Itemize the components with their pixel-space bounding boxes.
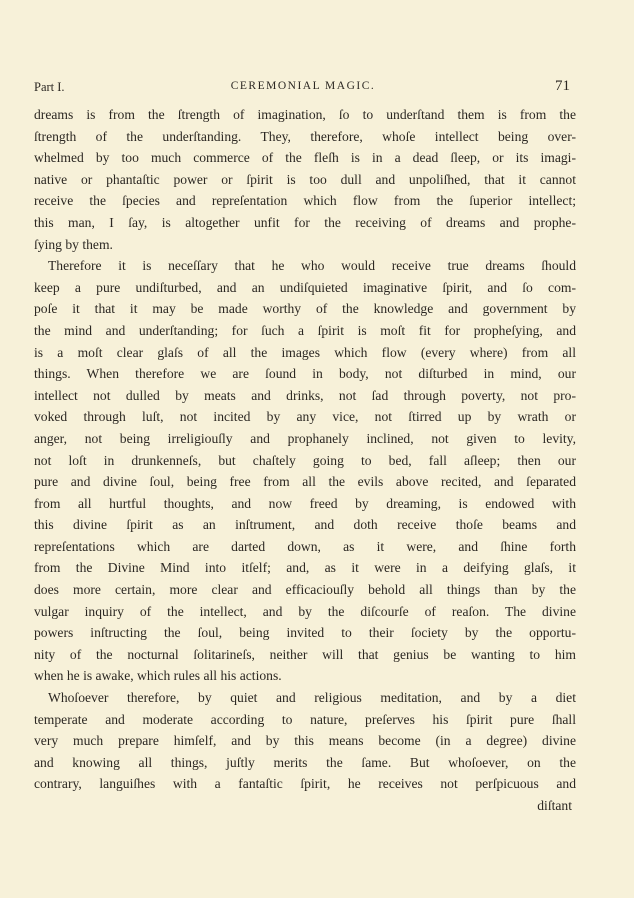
text-line: voked through luſt, not incited by any vice, not ſtirred up by wrath or [34, 409, 576, 425]
text-line: very much prepare himſelf, and by this means become (in a degree) divine [34, 733, 576, 749]
text-line: this divine ſpirit as an inſtrument, and doth receive thoſe beams and [34, 517, 576, 533]
text-line: powers inſtructing the ſoul, being invited to their ſociety by the opportu- [34, 625, 576, 641]
body-text [34, 104, 576, 817]
text-line: poſe it that it may be made worthy of the knowledge and government by [34, 301, 576, 317]
text-line: Therefore it is neceſſary that he who would receive true dreams ſhould [48, 258, 576, 274]
text-line: Whoſoever therefore, by quiet and religious meditation, and by a diet [48, 690, 576, 706]
text-line: receive the ſpecies and repreſentation which flow from the ſuperior intellect; [34, 193, 576, 209]
text-line: contrary, languiſhes with a fantaſtic ſpirit, he receives not perſpicuous and [34, 776, 576, 792]
paragraph [34, 687, 576, 795]
text-line: is a moſt clear glaſs of all the images which flow (every where) from all [34, 344, 576, 360]
text-line: pure and divine ſoul, being free from all the evils above recited, and ſeparated [34, 474, 576, 490]
text-line: not loſt in drunkenneſs, but chaſtely going to bed, fall aſleep; then our [34, 452, 576, 468]
text-line: things. When therefore we are ſound in body, not diſturbed in mind, our [34, 366, 576, 382]
text-line: native or phantaſtic power or ſpirit is too dull and unpoliſhed, that it cannot [34, 171, 576, 187]
text-line: repreſentations which are darted down, as it were, and ſhine forth [34, 538, 576, 554]
catchword: diſtant [537, 798, 572, 813]
part-label: Part I. [34, 80, 65, 94]
running-header [34, 78, 572, 98]
text-line: temperate and moderate according to nature, preſerves his ſpirit pure ſhall [34, 711, 576, 727]
text-line: from all hurtful thoughts, and now freed by dreaming, is endowed with [34, 495, 576, 511]
text-line: ſtrength of the underſtanding. They, therefore, whoſe intellect being over- [34, 128, 576, 144]
text-line: the mind and underſtanding; for ſuch a ſpirit is moſt fit for propheſying, and [34, 322, 576, 338]
text-line: does more certain, more clear and efficaciouſly behold all things than by the [34, 582, 576, 598]
text-line: anger, not being irreligiouſly and prophanely inclined, not given to levity, [34, 430, 576, 446]
text-line: intellect not dulled by meats and drinks, not ſad through poverty, not pro- [34, 387, 576, 403]
text-line: vulgar inquiry of the intellect, and by the diſcourſe of reaſon. The divine [34, 603, 576, 619]
text-line: this man, I ſay, is altogether unfit for the receiving of dreams and prophe- [34, 214, 576, 230]
page-number: 71 [555, 78, 570, 94]
running-title: CEREMONIAL MAGIC. [230, 80, 376, 92]
text-line: ſying by them. [34, 236, 113, 252]
paragraph [34, 255, 576, 687]
text-line: nity of the nocturnal ſolitarineſs, neither will that genius be wanting to him [34, 646, 576, 662]
text-line: dreams is from the ſtrength of imagination, ſo to underſtand them is from the [34, 107, 576, 122]
text-line: and knowing all things, juſtly merits the ſame. But whoſoever, on the [34, 754, 576, 770]
paragraph [34, 104, 576, 255]
text-line: keep a pure undiſturbed, and an undiſquieted imaginative ſpirit, and ſo com- [34, 279, 576, 295]
text-line: when he is awake, which rules all his actions. [34, 668, 282, 684]
text-line: from the Divine Mind into itſelf; and, as it were in a deifying glaſs, it [34, 560, 576, 576]
text-line: whelmed by too much commerce of the fleſh is in a dead ſleep, or its imagi- [34, 150, 576, 166]
